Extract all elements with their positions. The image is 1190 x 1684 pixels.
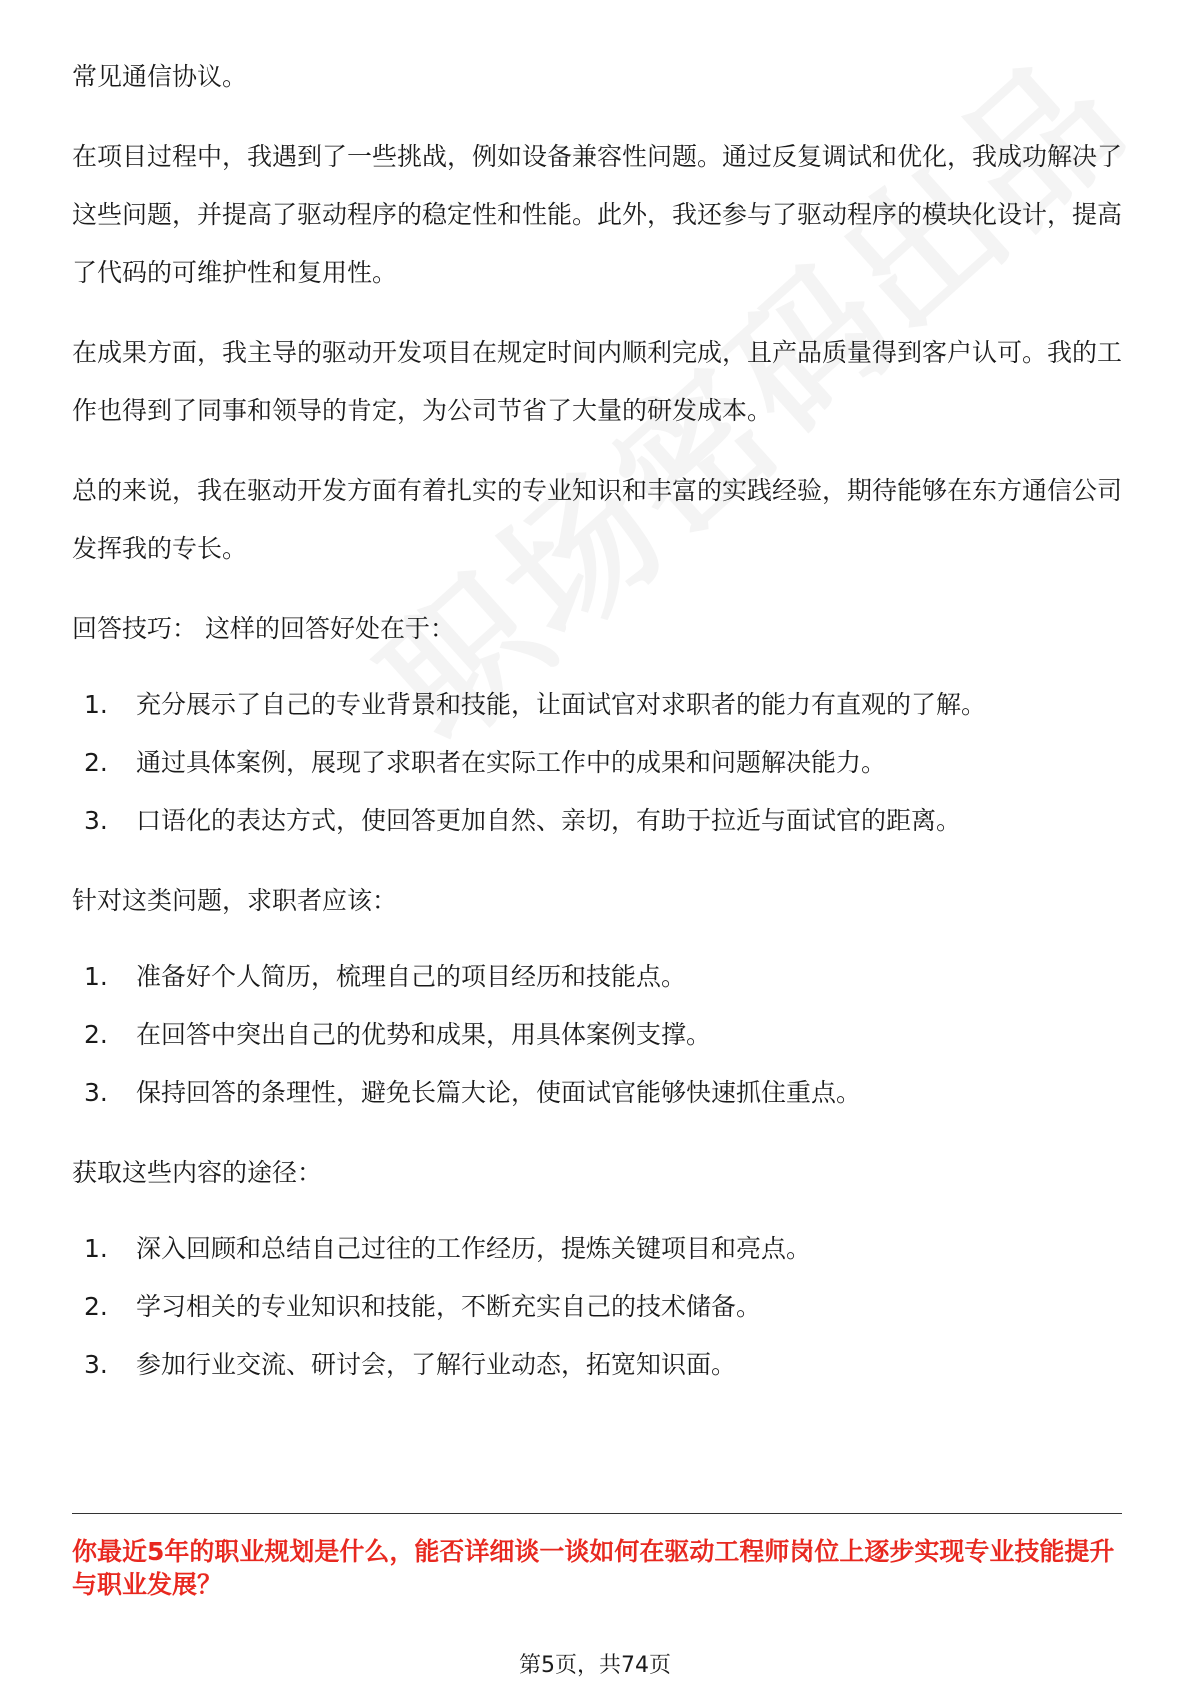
list-item	[72, 1064, 1122, 1122]
list-number: 1.	[84, 690, 108, 719]
list-number: 3.	[84, 1350, 108, 1379]
sources-heading: 获取这些内容的途径：	[72, 1158, 323, 1187]
list-item	[72, 1278, 1122, 1336]
list-text: 学习相关的专业知识和技能，不断充实自己的技术储备。	[136, 1292, 762, 1321]
list-text: 充分展示了自己的专业背景和技能，让面试官对求职者的能力有直观的了解。	[136, 690, 987, 719]
list-text: 参加行业交流、研讨会，了解行业动态，拓宽知识面。	[136, 1350, 737, 1379]
list-text: 通过具体案例，展现了求职者在实际工作中的成果和问题解决能力。	[136, 748, 887, 777]
paragraph-1: 常见通信协议。	[72, 62, 248, 91]
section-divider	[72, 1513, 1122, 1514]
list-item	[72, 1220, 1122, 1278]
advice-heading: 针对这类问题，求职者应该：	[72, 886, 398, 915]
paragraph-2: 在项目过程中，我遇到了一些挑战，例如设备兼容性问题。通过反复调试和优化，我成功解决了这些问题，并提高了驱动程序的稳定性和性能。此外，我还参与了驱动程序的模块化设计，提高了代码的可维护性和复用性。	[72, 142, 1123, 287]
page-footer: 第5页，共74页	[519, 1653, 671, 1678]
list-item	[72, 792, 1122, 850]
list-text: 口语化的表达方式，使回答更加自然、亲切，有助于拉近与面试官的距离。	[136, 806, 962, 835]
list-number: 1.	[84, 1234, 108, 1263]
advice-list	[72, 948, 1122, 1122]
page-content	[72, 48, 1122, 1394]
paragraph-3: 在成果方面，我主导的驱动开发项目在规定时间内顺利完成，且产品质量得到客户认可。我的工作也得到了同事和领导的肯定，为公司节省了大量的研发成本。	[72, 338, 1123, 425]
list-number: 2.	[84, 1020, 108, 1049]
list-number: 1.	[84, 962, 108, 991]
list-item	[72, 676, 1122, 734]
list-text: 深入回顾和总结自己过往的工作经历，提炼关键项目和亮点。	[136, 1234, 812, 1263]
list-text: 准备好个人简历，梳理自己的项目经历和技能点。	[136, 962, 687, 991]
sources-list	[72, 1220, 1122, 1394]
tips-heading: 回答技巧： 这样的回答好处在于：	[72, 614, 455, 643]
list-item	[72, 1336, 1122, 1394]
list-item	[72, 1006, 1122, 1064]
list-number: 3.	[84, 806, 108, 835]
list-item	[72, 734, 1122, 792]
list-number: 3.	[84, 1078, 108, 1107]
list-number: 2.	[84, 1292, 108, 1321]
list-text: 保持回答的条理性，避免长篇大论，使面试官能够快速抓住重点。	[136, 1078, 862, 1107]
tips-list	[72, 676, 1122, 850]
list-number: 2.	[84, 748, 108, 777]
next-question-heading: 你最近5年的职业规划是什么，能否详细谈一谈如何在驱动工程师岗位上逐步实现专业技能提升与职业发展？	[72, 1537, 1115, 1599]
list-item	[72, 948, 1122, 1006]
list-text: 在回答中突出自己的优势和成果，用具体案例支撑。	[136, 1020, 712, 1049]
paragraph-4: 总的来说，我在驱动开发方面有着扎实的专业知识和丰富的实践经验，期待能够在东方通信公司发挥我的专长。	[72, 476, 1123, 563]
